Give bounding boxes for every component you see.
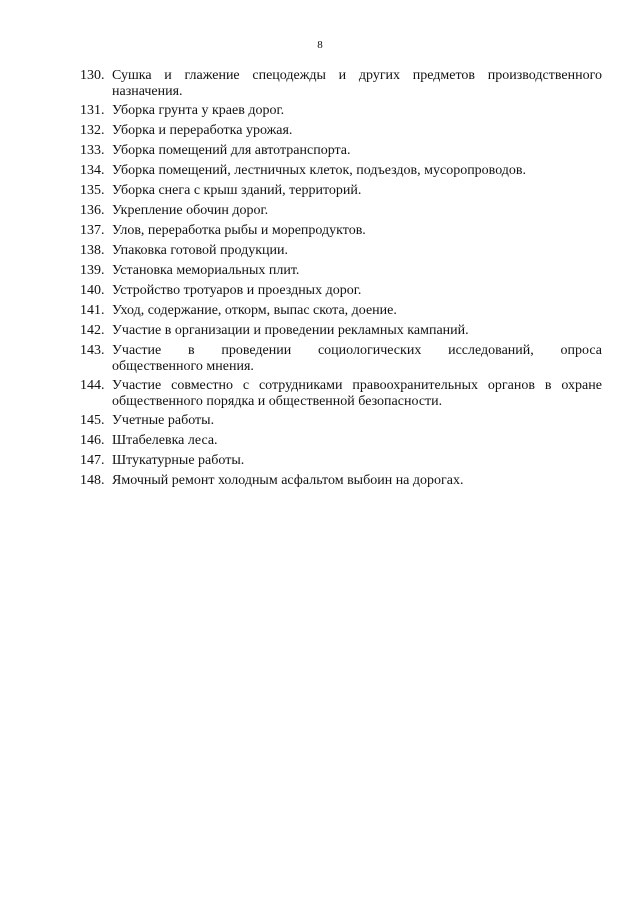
list-item-text xyxy=(112,378,602,410)
word: спецодежды xyxy=(252,68,326,83)
list-item-text-line: Штукатурные работы. xyxy=(112,453,245,468)
list-item-text-line: Устройство тротуаров и проездных дорог. xyxy=(112,283,362,298)
word: и xyxy=(338,68,347,83)
list-item-text xyxy=(112,243,602,259)
list-item-number: 144. xyxy=(80,378,105,393)
list-item-text xyxy=(112,183,602,199)
list-item-number: 143. xyxy=(80,343,105,358)
list-item-number: 141. xyxy=(80,303,105,318)
list-item xyxy=(80,68,602,100)
list-item-text xyxy=(112,343,602,375)
list-item-text-line xyxy=(112,68,602,84)
word: производственного xyxy=(487,68,602,83)
list-item-text-line: общественного порядка и общественной безопасности. xyxy=(112,394,443,409)
list-item-text-line: Уборка и переработка урожая. xyxy=(112,123,293,138)
list-item xyxy=(80,223,602,239)
list-item xyxy=(80,263,602,279)
list-item xyxy=(80,283,602,299)
list-item xyxy=(80,323,602,339)
list-item-text xyxy=(112,283,602,299)
list-item-text-line: Установка мемориальных плит. xyxy=(112,263,300,278)
word: глажение xyxy=(184,68,240,83)
list-item-number: 133. xyxy=(80,143,105,158)
list-item-text-line: Участие в организации и проведении рекламных кампаний. xyxy=(112,323,469,338)
word: Участие xyxy=(112,343,162,358)
list-item xyxy=(80,163,602,179)
list-item-text xyxy=(112,303,602,319)
list-item-text-line xyxy=(112,378,602,394)
list-item-text xyxy=(112,123,602,139)
list-item-number: 142. xyxy=(80,323,105,338)
list-item-number: 146. xyxy=(80,433,105,448)
list-item xyxy=(80,143,602,159)
word: других xyxy=(358,68,401,83)
list-item-number: 131. xyxy=(80,103,105,118)
word: социологических xyxy=(317,343,422,358)
list-item-text-line: Учетные работы. xyxy=(112,413,215,428)
list-item xyxy=(80,433,602,449)
list-item-number: 140. xyxy=(80,283,105,298)
list-item-text-line: Уборка помещений, лестничных клеток, подъездов, мусоропроводов. xyxy=(112,163,527,178)
word: сотрудниками xyxy=(258,378,343,393)
list-item xyxy=(80,303,602,319)
list-item-text-line: Ямочный ремонт холодным асфальтом выбоин на дорогах. xyxy=(112,473,464,488)
list-item xyxy=(80,203,602,219)
list-item-text xyxy=(112,203,602,219)
numbered-list xyxy=(80,68,602,493)
list-item-text xyxy=(112,413,602,429)
list-item-number: 130. xyxy=(80,68,105,83)
list-item-text xyxy=(112,143,602,159)
list-item-text-line: Упаковка готовой продукции. xyxy=(112,243,289,258)
list-item-number: 148. xyxy=(80,473,105,488)
list-item xyxy=(80,103,602,119)
list-item-number: 139. xyxy=(80,263,105,278)
list-item-text-line: Уборка грунта у краев дорог. xyxy=(112,103,285,118)
word: Сушка xyxy=(112,68,152,83)
list-item xyxy=(80,378,602,410)
list-item xyxy=(80,123,602,139)
word: правоохранительных xyxy=(352,378,479,393)
word: органов xyxy=(487,378,535,393)
list-item-text-line: Улов, переработка рыбы и морепродуктов. xyxy=(112,223,366,238)
list-item-text xyxy=(112,473,602,489)
word: в xyxy=(187,343,195,358)
word: охране xyxy=(561,378,602,393)
list-item-text xyxy=(112,68,602,100)
list-item-number: 135. xyxy=(80,183,105,198)
word: проведении xyxy=(221,343,292,358)
list-item-text-line: назначения. xyxy=(112,84,183,99)
list-item-text xyxy=(112,163,602,179)
list-item-text-line xyxy=(112,343,602,359)
list-item-number: 136. xyxy=(80,203,105,218)
list-item-number: 132. xyxy=(80,123,105,138)
list-item-text-line: Уход, содержание, откорм, выпас скота, доение. xyxy=(112,303,397,318)
word: Участие xyxy=(112,378,162,393)
page-number: 8 xyxy=(317,39,323,51)
word: с xyxy=(242,378,250,393)
list-item xyxy=(80,343,602,375)
list-item-text-line: Уборка снега с крыш зданий, территорий. xyxy=(112,183,362,198)
word: предметов xyxy=(412,68,476,83)
word: в xyxy=(544,378,552,393)
list-item xyxy=(80,413,602,429)
list-item-text xyxy=(112,263,602,279)
list-item-number: 134. xyxy=(80,163,105,178)
list-item-text xyxy=(112,433,602,449)
list-item xyxy=(80,453,602,469)
list-item-text xyxy=(112,103,602,119)
word: и xyxy=(164,68,172,83)
list-item-text-line: Уборка помещений для автотранспорта. xyxy=(112,143,351,158)
list-item-text xyxy=(112,323,602,339)
word: опроса xyxy=(560,343,602,358)
list-item xyxy=(80,243,602,259)
list-item xyxy=(80,183,602,199)
list-item-number: 138. xyxy=(80,243,105,258)
list-item-text-line: Штабелевка леса. xyxy=(112,433,218,448)
list-item-number: 147. xyxy=(80,453,105,468)
list-item-text-line: Укрепление обочин дорог. xyxy=(112,203,269,218)
list-item-number: 145. xyxy=(80,413,105,428)
list-item-text xyxy=(112,223,602,239)
word: исследований, xyxy=(448,343,534,358)
list-item-text xyxy=(112,453,602,469)
word: совместно xyxy=(171,378,233,393)
list-item xyxy=(80,473,602,489)
list-item-text-line: общественного мнения. xyxy=(112,359,254,374)
list-item-number: 137. xyxy=(80,223,105,238)
